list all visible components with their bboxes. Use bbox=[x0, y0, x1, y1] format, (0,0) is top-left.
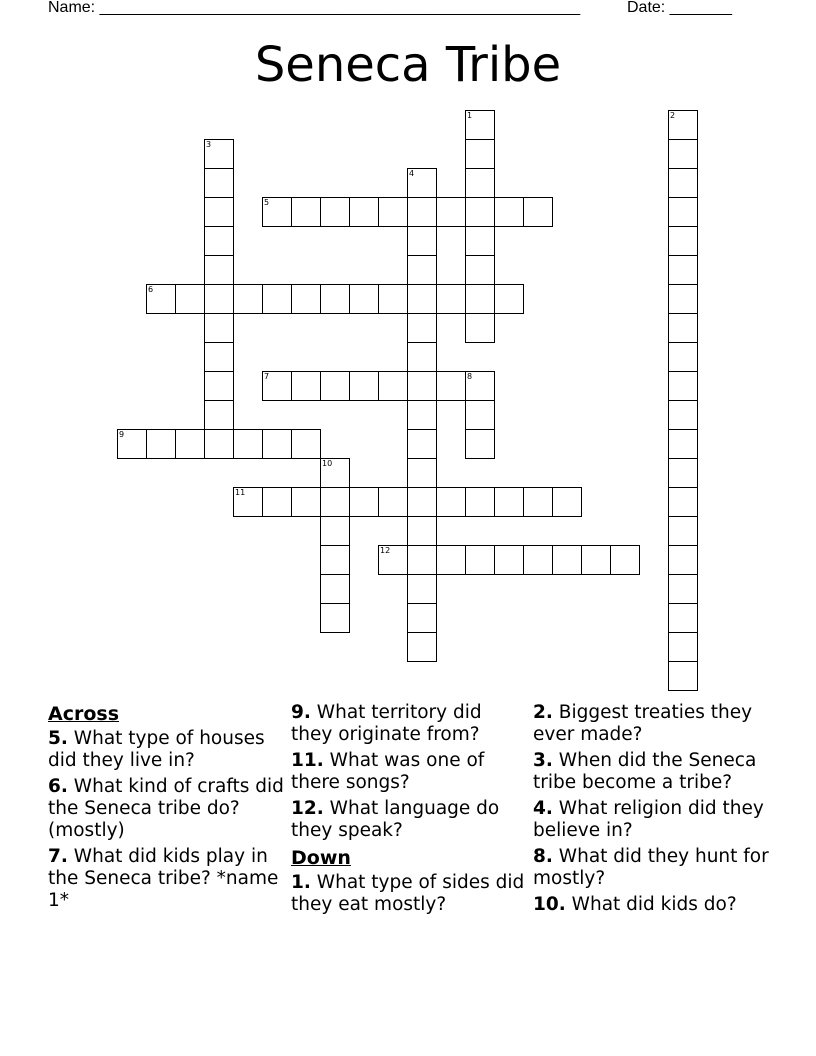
crossword-cell[interactable] bbox=[465, 168, 495, 198]
crossword-cell[interactable] bbox=[436, 371, 466, 401]
crossword-cell[interactable] bbox=[407, 603, 437, 633]
clue-across-6 bbox=[48, 776, 284, 842]
cell-number: 11 bbox=[235, 488, 246, 497]
clue-text: Biggest treaties they ever made? bbox=[533, 702, 753, 745]
crossword-cell[interactable] bbox=[349, 487, 379, 517]
crossword-cell[interactable] bbox=[204, 400, 234, 430]
crossword-cell[interactable] bbox=[523, 487, 553, 517]
crossword-cell[interactable] bbox=[668, 574, 698, 604]
crossword-cell[interactable] bbox=[291, 284, 321, 314]
crossword-cell[interactable] bbox=[233, 284, 263, 314]
crossword-cell[interactable] bbox=[378, 545, 408, 575]
crossword-cell[interactable] bbox=[552, 545, 582, 575]
clue-text: When did the Seneca tribe become a tribe? bbox=[533, 750, 757, 793]
cell-number: 9 bbox=[119, 430, 125, 439]
crossword-cell[interactable] bbox=[291, 371, 321, 401]
cell-number: 7 bbox=[264, 372, 270, 381]
crossword-cell[interactable] bbox=[494, 487, 524, 517]
crossword-cell[interactable] bbox=[465, 429, 495, 459]
crossword-cell[interactable] bbox=[407, 632, 437, 662]
crossword-cell[interactable] bbox=[291, 487, 321, 517]
crossword-cell[interactable] bbox=[204, 139, 234, 169]
crossword-cell[interactable] bbox=[436, 284, 466, 314]
clue-across-11 bbox=[291, 750, 527, 794]
clue-text: What did kids do? bbox=[571, 894, 737, 915]
cell-number: 2 bbox=[670, 111, 676, 120]
down-heading: Down bbox=[291, 847, 351, 869]
crossword-cell[interactable] bbox=[204, 226, 234, 256]
crossword-cell[interactable] bbox=[668, 661, 698, 691]
crossword-cell[interactable] bbox=[494, 284, 524, 314]
crossword-cell[interactable] bbox=[436, 197, 466, 227]
clue-text: What type of houses did they live in? bbox=[48, 728, 265, 771]
cell-number: 10 bbox=[322, 459, 333, 468]
name-field-label: Name: ______________________________________________________ bbox=[48, 0, 581, 16]
clue-across-9 bbox=[291, 702, 527, 746]
crossword-cell[interactable] bbox=[436, 545, 466, 575]
crossword-cell[interactable] bbox=[146, 429, 176, 459]
crossword-cell[interactable] bbox=[668, 197, 698, 227]
crossword-cell[interactable] bbox=[407, 168, 437, 198]
crossword-cell[interactable] bbox=[262, 284, 292, 314]
clue-across-7 bbox=[48, 846, 284, 912]
crossword-cell[interactable] bbox=[349, 371, 379, 401]
clue-number: 1. bbox=[291, 872, 311, 893]
crossword-cell[interactable] bbox=[465, 313, 495, 343]
cell-number: 5 bbox=[264, 198, 270, 207]
crossword-cell[interactable] bbox=[262, 429, 292, 459]
crossword-cell[interactable] bbox=[668, 487, 698, 517]
crossword-cell[interactable] bbox=[465, 226, 495, 256]
crossword-cell[interactable] bbox=[233, 429, 263, 459]
crossword-cell[interactable] bbox=[668, 458, 698, 488]
cell-number: 8 bbox=[467, 372, 473, 381]
crossword-cell[interactable] bbox=[349, 284, 379, 314]
crossword-cell[interactable] bbox=[320, 574, 350, 604]
cell-number: 3 bbox=[206, 140, 212, 149]
crossword-cell[interactable] bbox=[668, 603, 698, 633]
clue-number: 4. bbox=[533, 798, 553, 819]
crossword-cell[interactable] bbox=[175, 284, 205, 314]
clue-number: 8. bbox=[533, 846, 553, 867]
crossword-cell[interactable] bbox=[407, 458, 437, 488]
page-title: Seneca Tribe bbox=[254, 37, 562, 93]
clue-down-10 bbox=[533, 894, 769, 916]
crossword-cell[interactable] bbox=[668, 110, 698, 140]
crossword-cell[interactable] bbox=[320, 603, 350, 633]
clue-down-1 bbox=[291, 872, 527, 916]
crossword-cell[interactable] bbox=[465, 400, 495, 430]
crossword-cell[interactable] bbox=[436, 487, 466, 517]
crossword-cell[interactable] bbox=[668, 313, 698, 343]
date-field-label: Date: _______ bbox=[627, 0, 732, 16]
crossword-cell[interactable] bbox=[523, 545, 553, 575]
crossword-cell[interactable] bbox=[494, 545, 524, 575]
clue-number: 11. bbox=[291, 750, 324, 771]
crossword-cell[interactable] bbox=[668, 400, 698, 430]
clue-text: What language do they speak? bbox=[291, 798, 500, 841]
crossword-cell[interactable] bbox=[407, 487, 437, 517]
crossword-cell[interactable] bbox=[668, 545, 698, 575]
crossword-cell[interactable] bbox=[523, 197, 553, 227]
crossword-cell[interactable] bbox=[320, 371, 350, 401]
crossword-cell[interactable] bbox=[610, 545, 640, 575]
crossword-cell[interactable] bbox=[465, 545, 495, 575]
crossword-cell[interactable] bbox=[349, 197, 379, 227]
crossword-cell[interactable] bbox=[668, 342, 698, 372]
crossword-cell[interactable] bbox=[668, 284, 698, 314]
crossword-cell[interactable] bbox=[465, 487, 495, 517]
crossword-cell[interactable] bbox=[407, 371, 437, 401]
cell-number: 4 bbox=[409, 169, 415, 178]
crossword-cell[interactable] bbox=[465, 139, 495, 169]
clue-text: What was one of there songs? bbox=[291, 750, 485, 793]
cell-number: 12 bbox=[380, 546, 391, 555]
crossword-cell[interactable] bbox=[465, 110, 495, 140]
clue-number: 12. bbox=[291, 798, 324, 819]
crossword-cell[interactable] bbox=[465, 197, 495, 227]
cell-number: 6 bbox=[148, 285, 154, 294]
crossword-cell[interactable] bbox=[320, 487, 350, 517]
crossword-cell[interactable] bbox=[291, 197, 321, 227]
clue-across-12 bbox=[291, 798, 527, 842]
crossword-cell[interactable] bbox=[117, 429, 147, 459]
crossword-cell[interactable] bbox=[407, 516, 437, 546]
crossword-cell[interactable] bbox=[204, 197, 234, 227]
clue-down-8 bbox=[533, 846, 769, 890]
clue-column-1 bbox=[48, 702, 284, 916]
crossword-cell[interactable] bbox=[668, 255, 698, 285]
crossword-cell[interactable] bbox=[320, 545, 350, 575]
crossword-cell[interactable] bbox=[291, 429, 321, 459]
crossword-cell[interactable] bbox=[465, 284, 495, 314]
crossword-cell[interactable] bbox=[407, 400, 437, 430]
clue-text: What territory did they originate from? bbox=[291, 702, 482, 745]
crossword-cell[interactable] bbox=[378, 284, 408, 314]
clue-text: What kind of crafts did the Seneca tribe do? (mostly) bbox=[48, 776, 284, 841]
crossword-cell[interactable] bbox=[407, 255, 437, 285]
crossword-cell[interactable] bbox=[407, 545, 437, 575]
crossword-cell[interactable] bbox=[320, 458, 350, 488]
crossword-cell[interactable] bbox=[407, 313, 437, 343]
crossword-cell[interactable] bbox=[407, 429, 437, 459]
crossword-cell[interactable] bbox=[175, 429, 205, 459]
crossword-cell[interactable] bbox=[146, 284, 176, 314]
clue-number: 10. bbox=[533, 894, 566, 915]
crossword-cell[interactable] bbox=[668, 632, 698, 662]
clue-number: 9. bbox=[291, 702, 311, 723]
cell-number: 1 bbox=[467, 111, 473, 120]
crossword-cell[interactable] bbox=[378, 371, 408, 401]
crossword-cell[interactable] bbox=[204, 313, 234, 343]
clue-down-2 bbox=[533, 702, 769, 746]
crossword-cell[interactable] bbox=[668, 168, 698, 198]
clue-column-2 bbox=[291, 702, 527, 920]
crossword-cell[interactable] bbox=[204, 168, 234, 198]
crossword-cell[interactable] bbox=[262, 487, 292, 517]
crossword-cell[interactable] bbox=[204, 255, 234, 285]
crossword-cell[interactable] bbox=[465, 371, 495, 401]
crossword-cell[interactable] bbox=[407, 574, 437, 604]
crossword-cell[interactable] bbox=[204, 284, 234, 314]
across-heading: Across bbox=[48, 703, 120, 725]
crossword-cell[interactable] bbox=[262, 371, 292, 401]
crossword-cell[interactable] bbox=[668, 516, 698, 546]
crossword-cell[interactable] bbox=[668, 371, 698, 401]
crossword-cell[interactable] bbox=[233, 487, 263, 517]
crossword-cell[interactable] bbox=[465, 255, 495, 285]
crossword-cell[interactable] bbox=[262, 197, 292, 227]
clue-number: 5. bbox=[48, 728, 68, 749]
clue-column-3 bbox=[533, 702, 769, 920]
clue-text: What did kids play in the Seneca tribe? *name 1* bbox=[48, 846, 279, 911]
crossword-cell[interactable] bbox=[668, 226, 698, 256]
clue-number: 7. bbox=[48, 846, 68, 867]
crossword-cell[interactable] bbox=[320, 284, 350, 314]
clue-down-4 bbox=[533, 798, 769, 842]
clue-text: What type of sides did they eat mostly? bbox=[291, 872, 525, 915]
crossword-cell[interactable] bbox=[407, 226, 437, 256]
crossword-cell[interactable] bbox=[204, 342, 234, 372]
crossword-cell[interactable] bbox=[407, 284, 437, 314]
crossword-cell[interactable] bbox=[668, 429, 698, 459]
clue-across-5 bbox=[48, 728, 284, 772]
crossword-cell[interactable] bbox=[378, 487, 408, 517]
clue-text: What religion did they believe in? bbox=[533, 798, 764, 841]
clue-text: What did they hunt for mostly? bbox=[533, 846, 769, 889]
clue-down-3 bbox=[533, 750, 769, 794]
clue-number: 6. bbox=[48, 776, 68, 797]
crossword-cell[interactable] bbox=[320, 197, 350, 227]
crossword-cell[interactable] bbox=[407, 197, 437, 227]
crossword-cell[interactable] bbox=[407, 342, 437, 372]
crossword-cell[interactable] bbox=[204, 429, 234, 459]
crossword-cell[interactable] bbox=[204, 371, 234, 401]
crossword-cell[interactable] bbox=[581, 545, 611, 575]
crossword-cell[interactable] bbox=[552, 487, 582, 517]
crossword-cell[interactable] bbox=[494, 197, 524, 227]
clue-number: 3. bbox=[533, 750, 553, 771]
crossword-cell[interactable] bbox=[668, 139, 698, 169]
crossword-cell[interactable] bbox=[378, 197, 408, 227]
clue-number: 2. bbox=[533, 702, 553, 723]
crossword-cell[interactable] bbox=[320, 516, 350, 546]
